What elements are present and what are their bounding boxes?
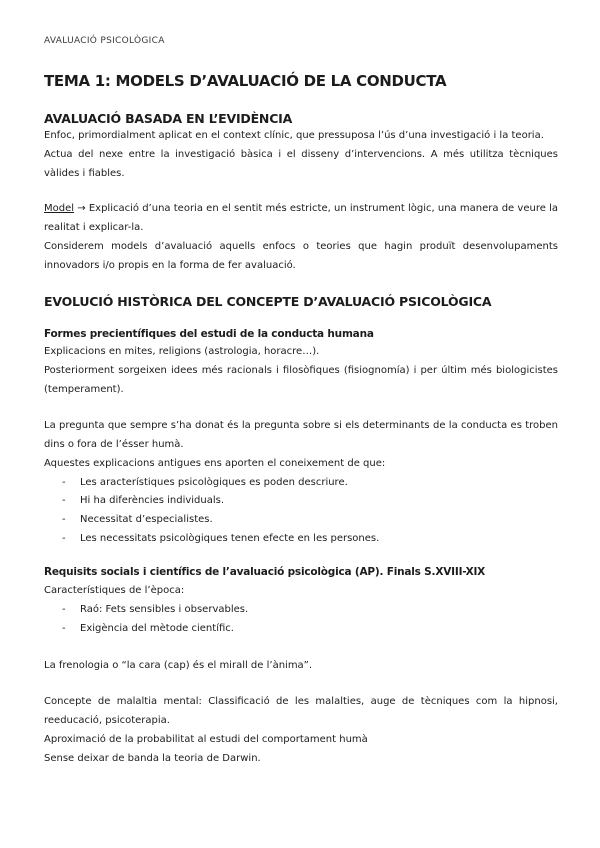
list-item: - Raó: Fets sensibles i observables. [62, 604, 249, 615]
page-title: TEMA 1: MODELS D’AVALUACIÓ DE LA CONDUCTA [44, 72, 447, 90]
list-item: - Necessitat d’especialistes. [62, 514, 213, 525]
list-item: - Exigència del mètode científic. [62, 623, 234, 634]
subsection-heading: Requisits socials i científics de l’avaluació psicològica (AP). Finals S.XVIII-XIX [44, 566, 486, 578]
paragraph: Actua del nexe entre la investigació bàsica i el disseny d’intervencions. A més utilitza tècniques vàlides i fiables. [44, 149, 558, 179]
paragraph: Considerem models d’avaluació aquells enfocs o teories que hagin produït desenvolupaments innovadors i/o propis en la forma de fer avaluació. [44, 241, 558, 271]
paragraph: Concepte de malaltia mental: Classificació de les malalties, auge de tècniques com la hipnosi, reeducació, psicoterapia. [44, 696, 558, 726]
list-item: - Les necessitats psicològiques tenen efecte en les persones. [62, 533, 380, 544]
section-heading-history: EVOLUCIÓ HISTÒRICA DEL CONCEPTE D’AVALUACIÓ PSICOLÒGICA [44, 294, 492, 309]
paragraph: Aquestes explicacions antigues ens aporten el coneixement de que: [44, 458, 386, 469]
list-item: - Hi ha diferències individuals. [62, 495, 225, 506]
section-heading-evidence: AVALUACIÓ BASADA EN L’EVIDÈNCIA [44, 111, 293, 126]
paragraph: La frenologia o “la cara (cap) és el mirall de l’ànima”. [44, 660, 313, 671]
page-header: AVALUACIÓ PSICOLÒGICA [44, 36, 165, 46]
paragraph: Aproximació de la probabilitat al estudi del comportament humà [44, 734, 368, 745]
paragraph: Característiques de l’època: [44, 585, 185, 596]
paragraph: Enfoc, primordialment aplicat en el context clínic, que pressuposa l’ús d’una investigació i la teoria. [44, 130, 544, 141]
model-definition: → Explicació d’una teoria en el sentit més estricte, un instrument lògic, una manera de veure la realitat i explicar-la. [44, 203, 558, 233]
list-item: - Les aracterístiques psicològiques es poden descriure. [62, 477, 348, 488]
paragraph: La pregunta que sempre s’ha donat és la pregunta sobre si els determinants de la conducta es troben dins o fora de l’ésser humà. [44, 420, 558, 450]
subsection-heading: Formes precientífiques del estudi de la conducta humana [44, 328, 374, 340]
paragraph: Explicacions en mites, religions (astrologia, horacre…). [44, 346, 320, 357]
model-term: Model [44, 203, 75, 214]
paragraph: Sense deixar de banda la teoria de Darwin. [44, 753, 261, 764]
paragraph-model [44, 199, 558, 237]
paragraph: Posteriorment sorgeixen idees més racionals i filosòfiques (fisiognomía) i per últim més biologicistes (temperament). [44, 365, 558, 395]
